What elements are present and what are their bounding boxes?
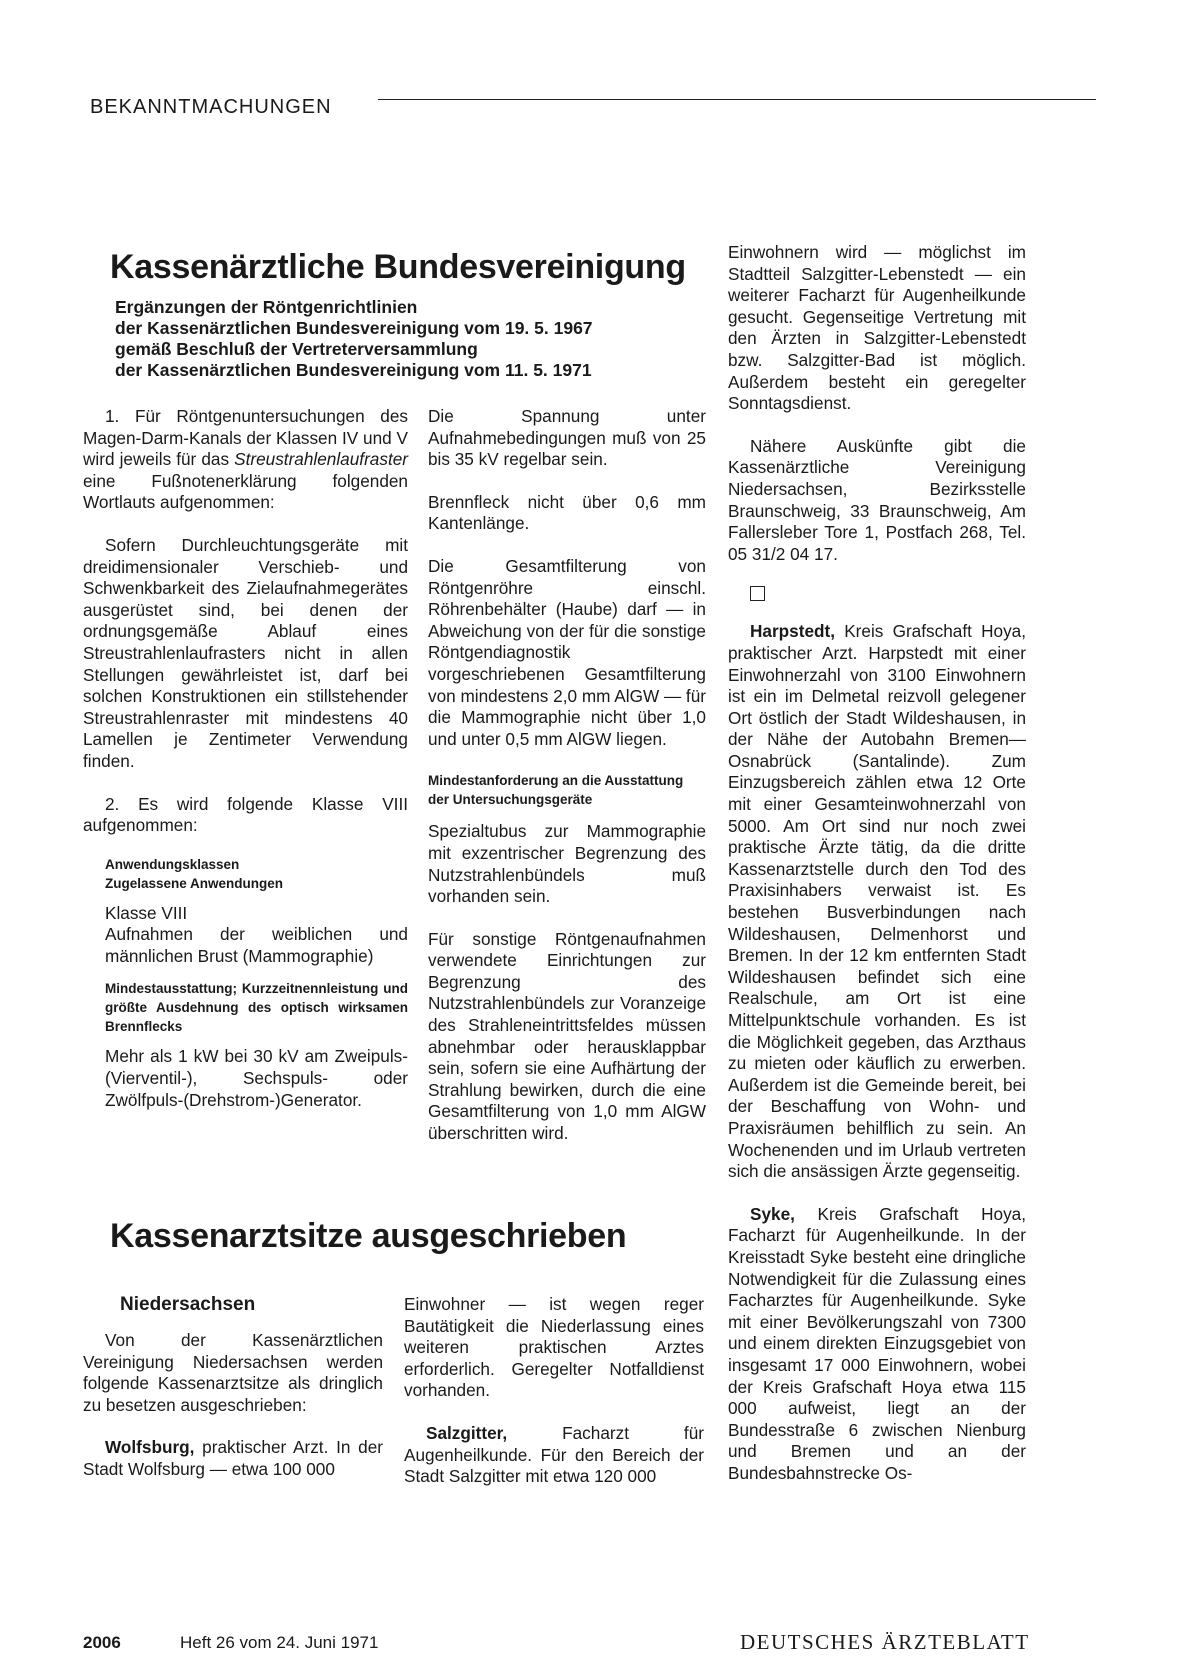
class-label: Klasse VIII — [105, 902, 188, 923]
article1-column-1 — [83, 406, 408, 1132]
paragraph: Spezialtubus zur Mammographie mit exzentrischer Begrenzung des Nutzstrahlenbündels muß vorhanden sein. — [428, 821, 706, 907]
paragraph: Brennfleck nicht über 0,6 mm Kantenlänge. — [428, 491, 706, 534]
section-end-box — [750, 586, 765, 601]
subtitle-line: der Kassenärztlichen Bundesvereinigung vom 11. 5. 1971 — [115, 360, 592, 380]
paragraph: Die Spannung unter Aufnahmebedingungen muß von 25 bis 35 kV regelbar sein. — [428, 406, 706, 470]
paragraph: Einwohnern wird — möglichst im Stadtteil Salzgitter-Lebenstedt — ein weiterer Facharzt für Augenheilkunde gesucht. Gegenseitige Vertretung mit den Ärzten in Salzgitter-Lebenstedt bzw. Salzgitter-Bad ist möglich. Außerdem besteht ein geregelter Sonntagsdienst. — [728, 242, 1026, 414]
paragraph: Von der Kassenärztlichen Vereinigung Niedersachsen werden folgende Kassenarztsitze als dringlich zu besetzen ausgeschrieben: — [83, 1330, 383, 1415]
right-column — [728, 242, 1026, 1505]
journal-name: DEUTSCHES ÄRZTEBLATT — [740, 1630, 1030, 1654]
paragraph: 1. Für Röntgenuntersuchungen des Magen-Darm-Kanals der Klassen IV und V wird jeweils für das Streustrahlenlaufraster eine Fußnotenerklärung folgenden Wortlauts aufgenommen: — [83, 406, 408, 513]
subheading: Anwendungsklassen Zugelassene Anwendungen — [105, 856, 284, 891]
article1-column-2 — [428, 406, 706, 1166]
section-label: BEKANNTMACHUNGEN — [90, 96, 332, 118]
subtitle-line: Ergänzungen der Röntgenrichtlinien — [115, 297, 418, 317]
paragraph: 2. Es wird folgende Klasse VIII aufgenommen: — [83, 793, 408, 836]
listing-salzgitter: Salzgitter, Facharzt für Augenheilkunde. Für den Bereich der Stadt Salzgitter mit etwa 120 000 — [404, 1422, 704, 1487]
article2-column-1 — [83, 1330, 383, 1502]
subheading: Mindestanforderung an die Ausstattung der Untersuchungsgeräte — [428, 773, 684, 808]
section-divider — [378, 99, 1096, 100]
paragraph: Aufnahmen der weiblichen und männlichen Brust (Mammographie) — [105, 924, 408, 966]
issue-info: Heft 26 vom 24. Juni 1971 — [180, 1633, 379, 1652]
paragraph: Nähere Auskünfte gibt die Kassenärztliche Vereinigung Niedersachsen, Bezirksstelle Braunschweig, 33 Braunschweig, Am Fallersleber Tore 1, Postfach 268, Tel. 05 31/2 04 17. — [728, 435, 1026, 564]
article-title-1: Kassenärztliche Bundesvereinigung — [110, 248, 686, 286]
listing-syke: Syke, Kreis Grafschaft Hoya, Facharzt für Augenheilkunde. In der Kreisstadt Syke besteht eine dringliche Notwendigkeit für die Zulassung eines Facharztes für Augenheilkunde. Syke mit einer Bevölkerungszahl von 7300 und einem direkten Einzugsgebiet von insgesamt 17 000 Einwohnern, wobei der Kreis Grafschaft Hoya etwa 115 000 aufweist, liegt an der Bundesstraße 6 zwischen Nienburg und Bremen und an der Bundesbahnstrecke Os- — [728, 1203, 1026, 1483]
paragraph: Einwohner — ist wegen reger Bautätigkeit die Niederlassung eines weiteren praktischen Arztes erforderlich. Geregelter Notfalldienst vorhanden. — [404, 1294, 704, 1401]
article-subtitle — [115, 297, 675, 381]
subtitle-line: gemäß Beschluß der Vertreterversammlung — [115, 339, 478, 359]
region-heading: Niedersachsen — [120, 1294, 256, 1315]
paragraph: Mehr als 1 kW bei 30 kV am Zweipuls-(Vierventil-), Sechspuls- oder Zwölfpuls-(Drehstrom-)Generator. — [105, 1046, 408, 1110]
subheading: Mindestausstattung; Kurzzeitnennleistung und größte Ausdehnung des optisch wirksamen Brennflecks — [105, 981, 408, 1035]
article-title-2: Kassenarztsitze ausgeschrieben — [110, 1217, 627, 1255]
page-number: 2006 — [83, 1633, 121, 1652]
listing-wolfsburg: Wolfsburg, praktischer Arzt. In der Stadt Wolfsburg — etwa 100 000 — [83, 1437, 383, 1479]
listing-harpstedt: Harpstedt, Kreis Grafschaft Hoya, praktischer Arzt. Harpstedt mit einer Einwohnerzahl von 3100 Einwohnern ist ein im Delmetal reizvoll gelegener Ort östlich der Stadt Wildeshausen, in der Nähe der Autobahn Bremen—Osnabrück (Santalinde). Zum Einzugsbereich zählen etwa 12 Orte mit einer Gesamteinwohnerzahl von 5000. Am Ort sind nur noch zwei praktische Ärzte tätig, da die dritte Kassenarztstelle durch den Tod des Praxisinhabers verwaist ist. Es bestehen Busverbindungen nach Wildeshausen, Delmenhorst und Bremen. In der 12 km entfernten Stadt Wildeshausen befindet sich eine Realschule, am Ort ist eine Mittelpunktschule vorhanden. Es ist die Möglichkeit gegeben, das Arzthaus zu mieten oder käuflich zu erwerben. Außerdem ist die Gemeinde bereit, bei der Beschaffung von Wohn- und Praxisräumen behilflich zu sein. An Wochenenden und im Urlaub vertreten sich die ansässigen Ärzte gegenseitig. — [728, 621, 1026, 1182]
subtitle-line: der Kassenärztlichen Bundesvereinigung vom 19. 5. 1967 — [115, 318, 593, 338]
article2-column-2 — [404, 1294, 704, 1509]
paragraph: Für sonstige Röntgenaufnahmen verwendete Einrichtungen zur Begrenzung des Nutzstrahlenbündels zur Voranzeige des Strahleneintrittsfeldes müssen abnehmbar oder herausklappbar sein, sofern sie eine Aufhärtung der Strahlung bewirken, durch die eine Gesamtfilterung von 1,0 mm AlGW überschritten wird. — [428, 928, 706, 1144]
paragraph: Sofern Durchleuchtungsgeräte mit dreidimensionaler Verschieb- und Schwenkbarkeit des Zielaufnahmegerätes ausgerüstet sind, bei denen der ordnungsgemäße Ablauf eines Streustrahlenlaufrasters nicht in allen Stellungen gewährleistet ist, darf bei solchen Konstruktionen ein stillstehender Streustrahlenraster mit mindestens 40 Lamellen je Zentimeter Verwendung finden. — [83, 534, 408, 771]
paragraph: Die Gesamtfilterung von Röntgenröhre einschl. Röhrenbehälter (Haube) darf — in Abweichung von der für die sonstige Röntgendiagnostik vorgeschriebenen Gesamtfilterung von mindestens 2,0 mm AlGW — für die Mammographie nicht über 1,0 und unter 0,5 mm AlGW liegen. — [428, 555, 706, 749]
